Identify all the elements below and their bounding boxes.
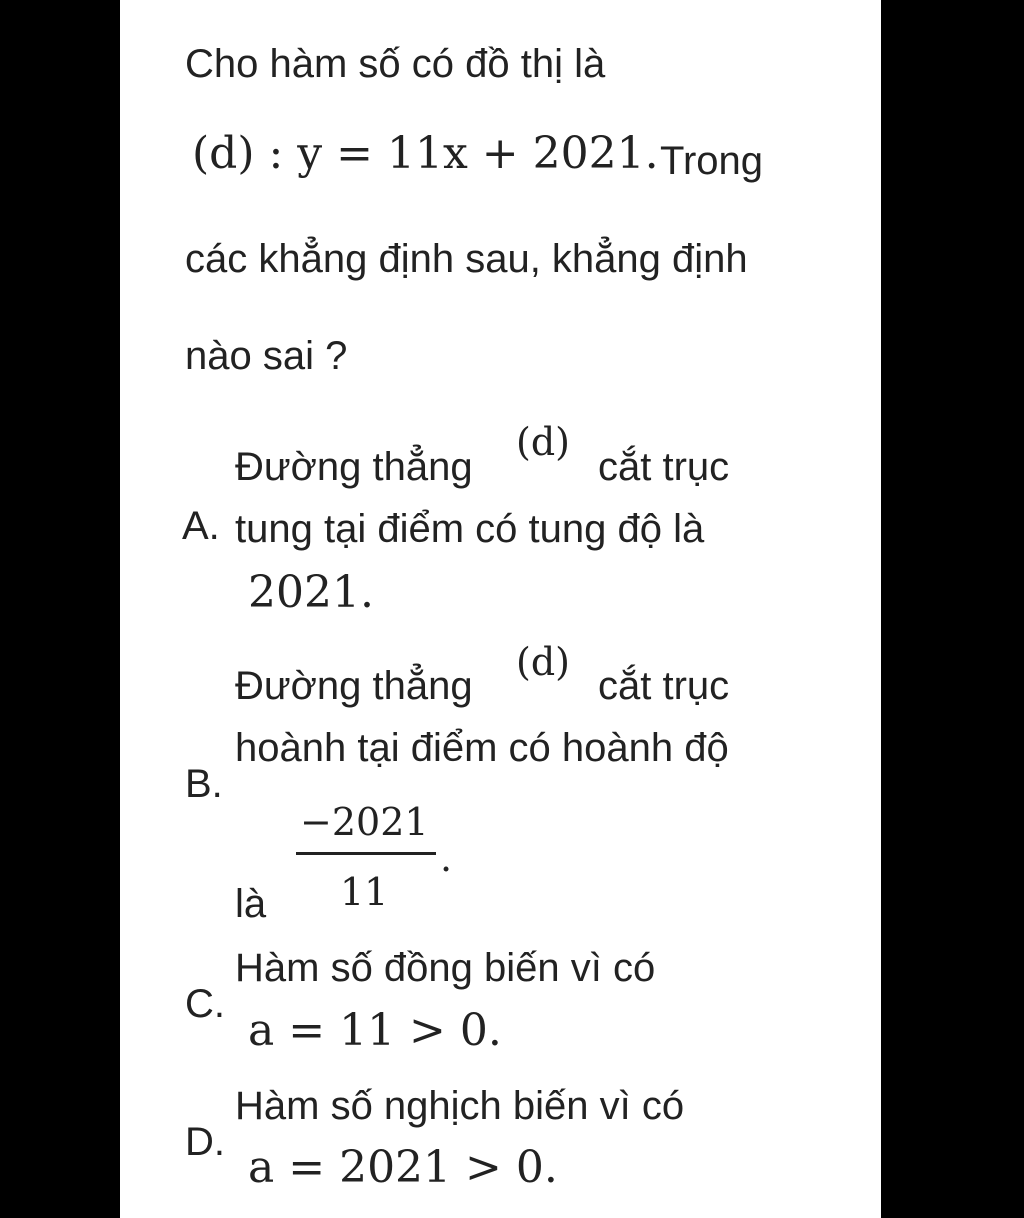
option-b-line-1-post: cắt trục <box>598 664 730 708</box>
option-a-value: 2021. <box>248 567 374 618</box>
question-line-2-tail: Trong <box>660 139 764 183</box>
option-d-label[interactable]: D. <box>185 1120 225 1164</box>
option-b-line-3: là <box>235 882 267 926</box>
question-card <box>120 0 881 1218</box>
option-a-line-1-post: cắt trục <box>598 445 730 489</box>
option-a-line-2: tung tại điểm có tung độ là <box>235 507 705 551</box>
option-b-numerator: −2021 <box>300 800 429 844</box>
option-b-denominator: 11 <box>340 870 389 914</box>
option-d-line-1: Hàm số nghịch biến vì có <box>235 1084 685 1128</box>
option-a-d: (d) <box>516 420 570 464</box>
option-b-label[interactable]: B. <box>185 762 223 806</box>
option-a-label[interactable]: A. <box>182 504 220 548</box>
option-c-formula: a = 11 > 0. <box>248 1005 502 1056</box>
option-c-line-1: Hàm số đồng biến vì có <box>235 946 656 990</box>
option-b-fraction-bar <box>296 852 436 855</box>
option-b-line-2: hoành tại điểm có hoành độ <box>235 726 729 770</box>
question-line-4: nào sai ? <box>185 334 348 378</box>
option-d-formula: a = 2021 > 0. <box>248 1142 558 1193</box>
question-equation: (d) : y = 11x + 2021. <box>192 128 659 179</box>
question-line-1: Cho hàm số có đồ thị là <box>185 42 606 86</box>
option-b-line-1-pre: Đường thẳng <box>235 664 473 708</box>
question-line-3: các khẳng định sau, khẳng định <box>185 237 748 281</box>
option-b-period: . <box>440 836 453 880</box>
option-a-line-1-pre: Đường thẳng <box>235 445 473 489</box>
option-c-label[interactable]: C. <box>185 982 225 1026</box>
option-b-d: (d) <box>516 640 570 684</box>
